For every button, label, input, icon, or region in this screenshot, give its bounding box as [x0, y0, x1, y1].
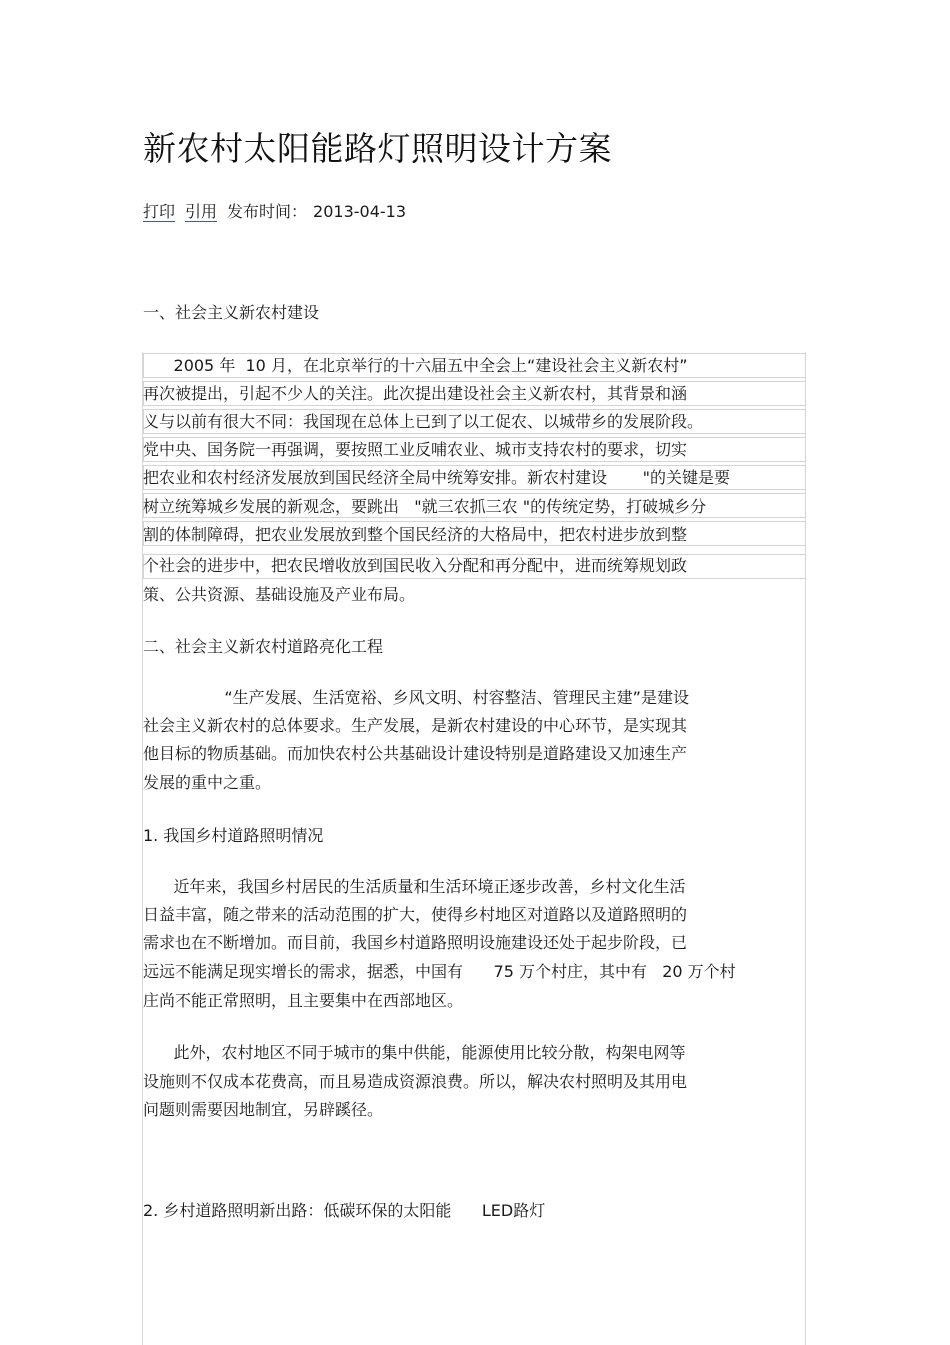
paragraph-line: 个社会的进步中，把农民增收放到国民收入分配和再分配中，进而统筹规划政 — [143, 556, 688, 575]
paragraph-line: 割的体制障碍，把农业发展放到整个国民经济的大格局中，把农村进步放到整 — [143, 525, 688, 544]
article-meta — [143, 200, 406, 224]
paragraph-line: 树立统筹城乡发展的新观念，要跳出 "就三农抓三农 "的传统定势，打破城乡分 — [143, 497, 707, 516]
paragraph-line: “生产发展、生活宽裕、乡风文明、村容整洁、管理民主建”是建设 — [143, 688, 689, 707]
subsection-heading: 2. 乡村道路照明新出路：低碳环保的太阳能 LED路灯 — [143, 1201, 546, 1220]
print-link[interactable]: 打印 — [143, 202, 176, 221]
paragraph-line: 再次被提出，引起不少人的关注。此次提出建设社会主义新农村，其背景和涵 — [143, 384, 688, 403]
published-date: 2013-04-13 — [313, 202, 407, 221]
section-heading: 一、社会主义新农村建设 — [143, 303, 320, 322]
published-label: 发布时间： — [227, 202, 308, 221]
paragraph-line: 发展的重中之重。 — [143, 773, 272, 792]
paragraph-line: 庄尚不能正常照明，且主要集中在西部地区。 — [143, 991, 464, 1010]
paragraph-line: 需求也在不断增加。而目前，我国乡村道路照明设施建设还处于起步阶段，已 — [143, 933, 688, 952]
paragraph-line: 此外，农村地区不同于城市的集中供能，能源使用比较分散，构架电网等 — [143, 1043, 686, 1062]
paragraph-line: 策、公共资源、基础设施及产业布局。 — [143, 585, 416, 604]
cite-link[interactable]: 引用 — [185, 202, 218, 221]
paragraph-line: 日益丰富，随之带来的活动范围的扩大，使得乡村地区对道路以及道路照明的 — [143, 905, 688, 924]
paragraph-line: 问题则需要因地制宜，另辟蹊径。 — [143, 1100, 384, 1119]
subsection-heading: 1. 我国乡村道路照明情况 — [143, 826, 324, 845]
page-title: 新农村太阳能路灯照明设计方案 — [143, 129, 612, 168]
section-heading: 二、社会主义新农村道路亮化工程 — [143, 637, 384, 656]
paragraph-line: 近年来，我国乡村居民的生活质量和生活环境正逐步改善，乡村文化生活 — [143, 877, 686, 896]
paragraph-line: 义与以前有很大不同：我国现在总体上已到了以工促农、以城带乡的发展阶段。 — [143, 412, 704, 431]
paragraph-line: 把农业和农村经济发展放到国民经济全局中统筹安排。新农村建设 "的关键是要 — [143, 468, 730, 487]
paragraph-line: 2005 年 10 月，在北京举行的十六届五中全会上“建设社会主义新农村” — [143, 356, 688, 375]
paragraph-line: 社会主义新农村的总体要求。生产发展，是新农村建设的中心环节，是实现其 — [143, 716, 688, 735]
paragraph-line: 党中央、国务院一再强调，要按照工业反哺农业、城市支持农村的要求，切实 — [143, 440, 688, 459]
paragraph-line: 设施则不仅成本花费高，而且易造成资源浪费。所以，解决农村照明及其用电 — [143, 1072, 688, 1091]
paragraph-line: 远远不能满足现实增长的需求，据悉，中国有 75 万个村庄，其中有 20 万个村 — [143, 962, 736, 981]
paragraph-line: 他目标的物质基础。而加快农村公共基础设计建设特别是道路建设又加速生产 — [143, 744, 688, 763]
